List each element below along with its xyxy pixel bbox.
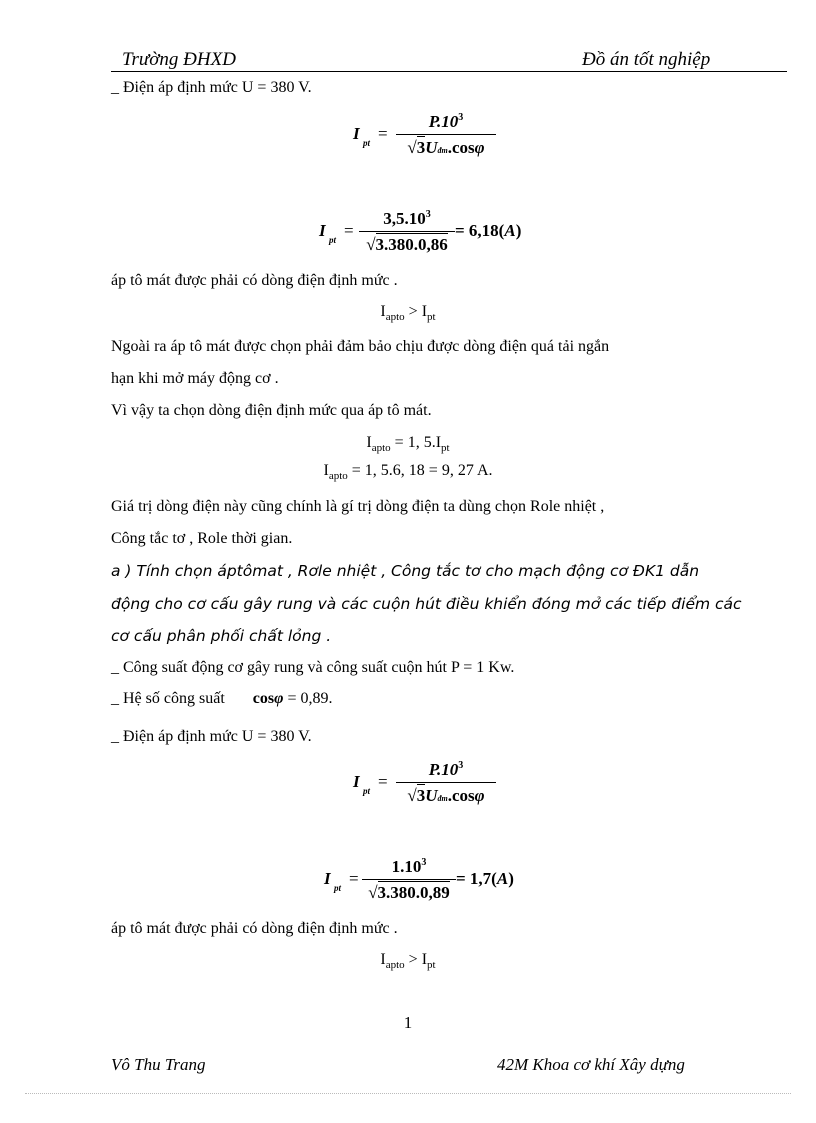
den-cos: .cos xyxy=(447,138,475,157)
formula-eq: = xyxy=(344,221,354,240)
sqrt-3: 3 xyxy=(416,138,426,157)
text-overload-1: Ngoài ra áp tô mát được chọn phải đảm bảo chịu được dòng điện quá tải ngắn xyxy=(111,338,610,355)
result-a: = 6,18( xyxy=(455,221,505,240)
formula-lhs-sub: pt xyxy=(329,235,337,245)
result-close: ) xyxy=(515,221,522,240)
text-choose-current: Vì vậy ta chọn dòng điện định mức qua áp tô mát. xyxy=(111,402,432,419)
text-contactor: Công tắc tơ , Role thời gian. xyxy=(111,530,293,547)
result-unit: A xyxy=(504,221,516,240)
text-section-a-3: cơ cấu phân phối chất lỏng . xyxy=(111,627,332,645)
fraction-bar xyxy=(362,879,456,880)
text-voltage-1: _ Điện áp định mức U = 380 V. xyxy=(111,79,312,96)
eq-iapto-1-5: $I_{apto} = 1$, $5.I_{pt}$ xyxy=(366,434,450,454)
eq-iapto-gt-ipt-2: $I_{apto} > I_{pt}$ xyxy=(380,951,436,971)
formula-lhs: I xyxy=(319,221,326,240)
formula-num: 1.10 xyxy=(391,857,422,876)
header-school: Trường ĐHXD xyxy=(122,49,236,70)
den-phi: φ xyxy=(474,138,485,157)
den-u: U xyxy=(425,138,438,157)
fraction-bar xyxy=(396,782,496,783)
text-power-factor: _ Hệ số công suất cosφ = 0,89. xyxy=(111,690,333,707)
formula-eq: = xyxy=(378,124,388,143)
formula-exp: 3 xyxy=(458,112,464,123)
fraction-bar xyxy=(396,134,496,135)
footer-class: 42M Khoa cơ khí Xây dựng xyxy=(497,1055,685,1074)
header-title: Đồ án tốt nghiệp xyxy=(582,49,711,70)
eq-iapto-gt-ipt-1: $I_{apto} > I_{pt}$ xyxy=(380,303,436,323)
formula-num: 3,5.10 xyxy=(383,209,426,228)
den-sub: đm xyxy=(437,146,448,155)
page-bottom-divider xyxy=(25,1093,791,1094)
formula-current-general-2: I pt = $P.10^3$ √3Uđm.cosφ xyxy=(348,758,508,818)
text-section-a-2: động cho cơ cấu gây rung và các cuộn hút điều khiển đóng mở các tiếp điểm các xyxy=(111,595,742,613)
page-number: 1 xyxy=(403,1013,413,1032)
eq-iapto-value: $I_{apto} = 1$, 5.6, 18 = 9, 27 A. xyxy=(323,462,493,482)
formula-lhs-sub: pt xyxy=(363,138,371,148)
footer-author: Vô Thu Trang xyxy=(111,1055,206,1074)
formula-current-calc-2: I pt = $1.10^3$ √3.380.0,89 = 1,7(A) xyxy=(324,857,514,902)
formula-current-general-1: I pt = $P.10^3$ √3Uđm.cosφ xyxy=(348,110,508,170)
text-overload-2: hạn khi mở máy động cơ . xyxy=(111,370,279,387)
text-power: _ Công suất động cơ gây rung và công suất cuộn hút P = 1 Kw. xyxy=(111,659,515,676)
text-aptomat-rating-2: áp tô mát được phải có dòng điện định mức . xyxy=(111,920,398,937)
text-value-usage: Giá trị dòng điện này cũng chính là gí trị dòng điện ta dùng chọn Role nhiệt , xyxy=(111,498,605,515)
formula-den: 3.380.0,86 xyxy=(375,235,448,254)
fraction-bar xyxy=(359,231,455,232)
text-aptomat-rating-1: áp tô mát được phải có dòng điện định mức . xyxy=(111,272,398,289)
formula-num: P.10 xyxy=(428,112,459,131)
formula-den: 3.380.0,89 xyxy=(377,883,450,902)
formula-lhs: I xyxy=(353,124,360,143)
text-voltage-2: _ Điện áp định mức U = 380 V. xyxy=(111,728,312,745)
header-rule xyxy=(111,71,787,72)
text-section-a-1: a ) Tính chọn áptômat , Rơle nhiệt , Công tắc tơ cho mạch động cơ ĐK1 dẫn xyxy=(111,562,700,580)
formula-current-calc-1: I pt = $3,5.10^3$ √3.380.0,86 = 6,18(A) xyxy=(319,209,522,254)
